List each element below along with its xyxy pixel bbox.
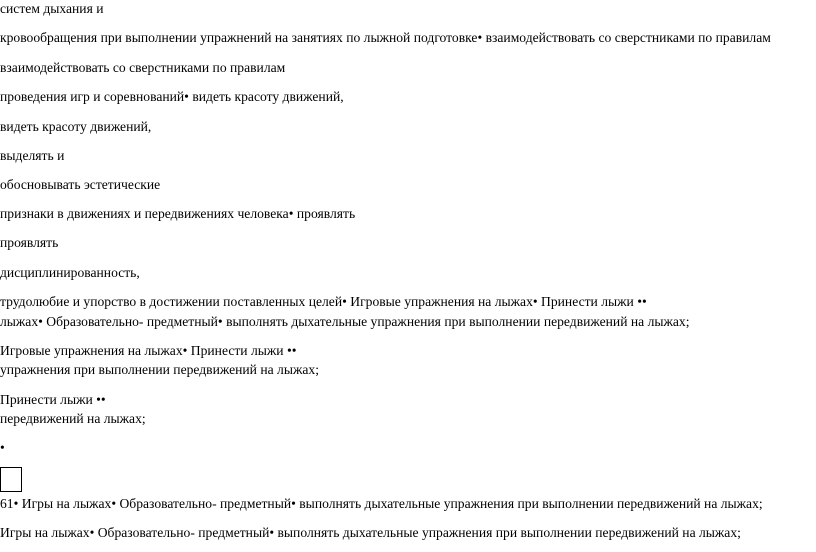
text-line: Игры на лыжах• Образовательно- предметный• выполнять дыхательные упражнения при выполнении передвижений на лыжах; — [0, 525, 741, 540]
text-line: передвижений на лыжах; — [0, 411, 146, 426]
text-line: лыжах• Образовательно- предметный• выполнять дыхательные упражнения при выполнении передвижений на лыжах; — [0, 314, 690, 329]
text-line: 61• Игры на лыжах• Образовательно- предметный• выполнять дыхательные упражнения при выполнении передвижений на лыжах; — [0, 496, 763, 511]
bullet-line: • — [0, 440, 5, 455]
text-line: Игровые упражнения на лыжах• Принести лыжи •• — [0, 343, 297, 358]
text-line: систем дыхания и — [0, 1, 104, 16]
text-line: кровообращения при выполнении упражнений на занятиях по лыжной подготовке• взаимодействовать со сверстниками по правилам — [0, 30, 771, 45]
text-line: трудолюбие и упорство в достижении поставленных целей• Игровые упражнения на лыжах• Принести лыжи •• — [0, 294, 647, 309]
text-line: признаки в движениях и передвижениях человека• проявлять — [0, 206, 356, 221]
text-line: Принести лыжи •• — [0, 392, 106, 407]
text-line: дисциплинированность, — [0, 265, 140, 280]
text-line: обосновывать эстетические — [0, 177, 161, 192]
text-line: видеть красоту движений, — [0, 119, 152, 134]
text-line: упражнения при выполнении передвижений на лыжах; — [0, 362, 319, 377]
text-line: взаимодействовать со сверстниками по правилам — [0, 60, 286, 75]
empty-box — [0, 467, 22, 492]
text-line: проведения игр и соревнований• видеть красоту движений, — [0, 89, 344, 104]
text-line: проявлять — [0, 235, 59, 250]
text-line: выделять и — [0, 148, 65, 163]
